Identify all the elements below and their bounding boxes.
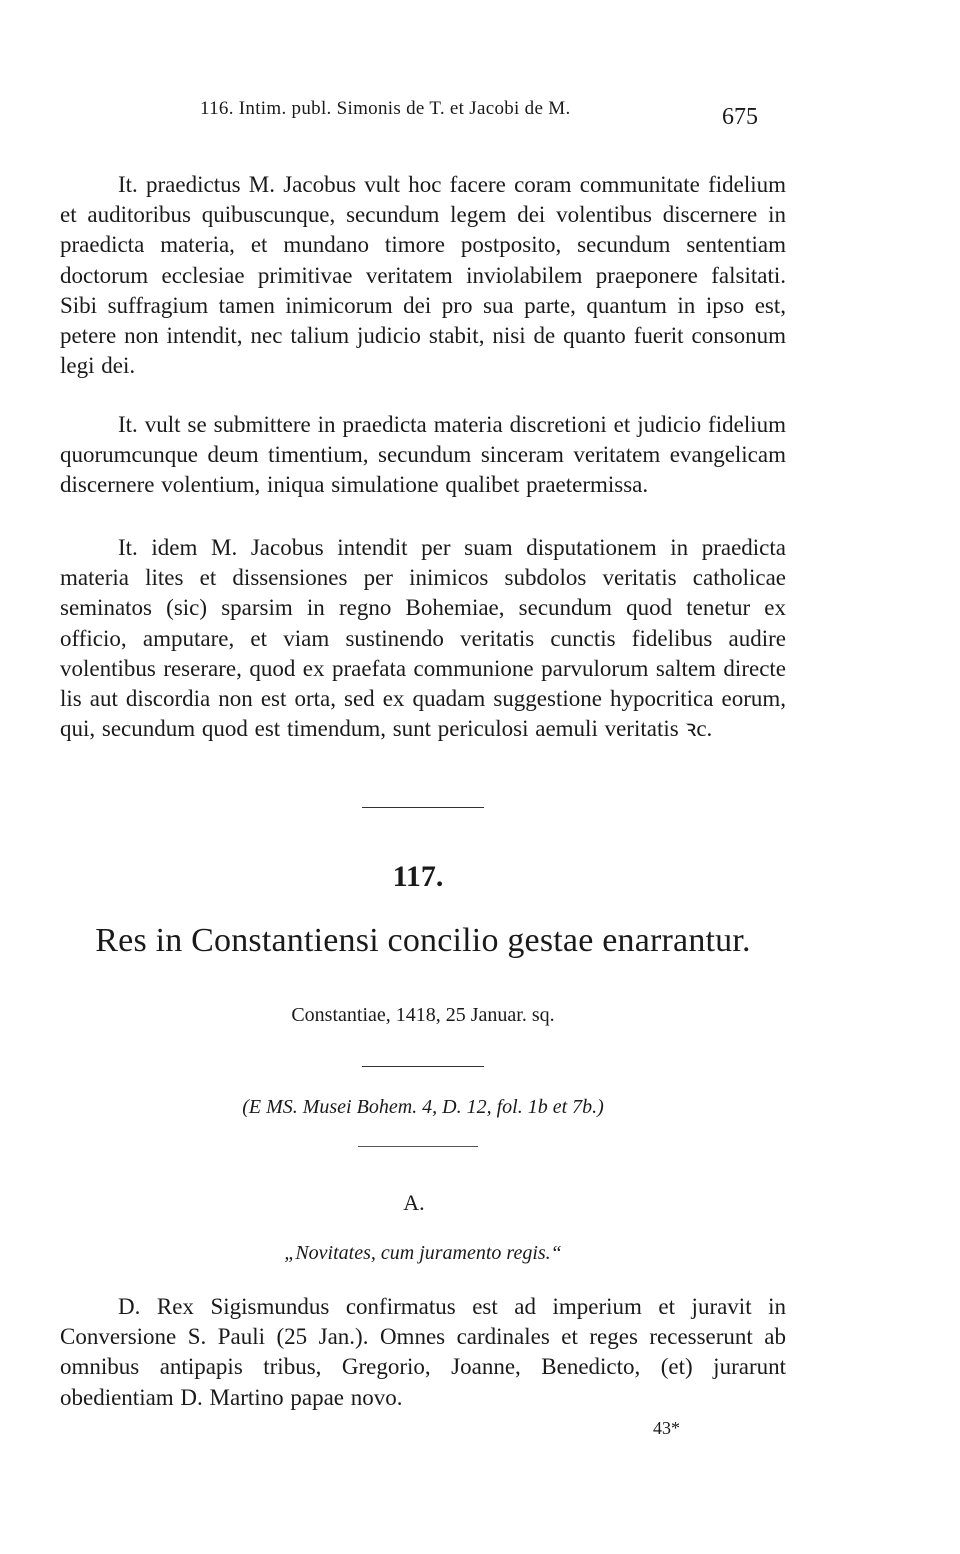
section-caption: „Novitates, cum juramento regis.“ (284, 1242, 562, 1264)
section-divider (362, 807, 484, 808)
source-citation: (E MS. Musei Bohem. 4, D. 12, fol. 1b et 7b.) (242, 1096, 604, 1118)
paragraph-3: It. idem M. Jacobus intendit per suam disputationem in praedicta materia lites et dissensiones per inimicos subdolos veritatis catholicae seminatos (sic) sparsim in regno Bohemiae, secundum quod tenetur ex officio, amputare, et viam sustinendo veritatis cunctis fidelibus audire volentibus reserare, quod ex praefata communione parvulorum saltem directe lis aut discordia non est orta, sed ex quadam suggestione hypocritica eorum, qui, secundum quod est timendum, sunt periculosi aemuli veritatis ꝛc. (60, 535, 786, 742)
paragraph-2: It. vult se submittere in praedicta materia discretioni et judicio fidelium quorumcunque deum timentium, secundum sinceram veritatem evangelicam discernere volentium, iniqua simulatione qualibet praetermissa. (60, 412, 786, 498)
document-number: 117. (392, 860, 444, 893)
source-divider (358, 1146, 478, 1147)
signature-mark: 43* (653, 1418, 680, 1438)
dateline: Constantiae, 1418, 25 Januar. sq. (291, 1004, 555, 1026)
document-title: Res in Constantiensi concilio gestae enarrantur. (95, 922, 751, 959)
running-head: 116. Intim. publ. Simonis de T. et Jacobi de M. (200, 98, 571, 119)
document-body: D. Rex Sigismundus confirmatus est ad imperium et juravit in Conversione S. Pauli (25 Jan.). Omnes cardinales et reges recesserunt ab omnibus antipapis tribus, Gregorio, Joanne, Benedicto, (et) jurarunt obedientiam D. Martino papae novo. (60, 1294, 786, 1410)
paragraph-1: It. praedictus M. Jacobus vult hoc facere coram communitate fidelium et auditoribus quibuscunque, secundum legem dei volentibus discernere in praedicta materia, et mundano timore postposito, secundum sententiam doctorum ecclesiae primitivae veritatem inviolabilem praeponere falsitati. Sibi suffragium tamen inimicorum dei pro sua parte, quantum in ipso est, petere non intendit, nec talium judicio stabit, nisi de quanto fuerit consonum legi dei. (60, 172, 786, 379)
section-letter: A. (403, 1190, 425, 1215)
dateline-divider (362, 1066, 484, 1067)
page-number: 675 (722, 104, 758, 130)
